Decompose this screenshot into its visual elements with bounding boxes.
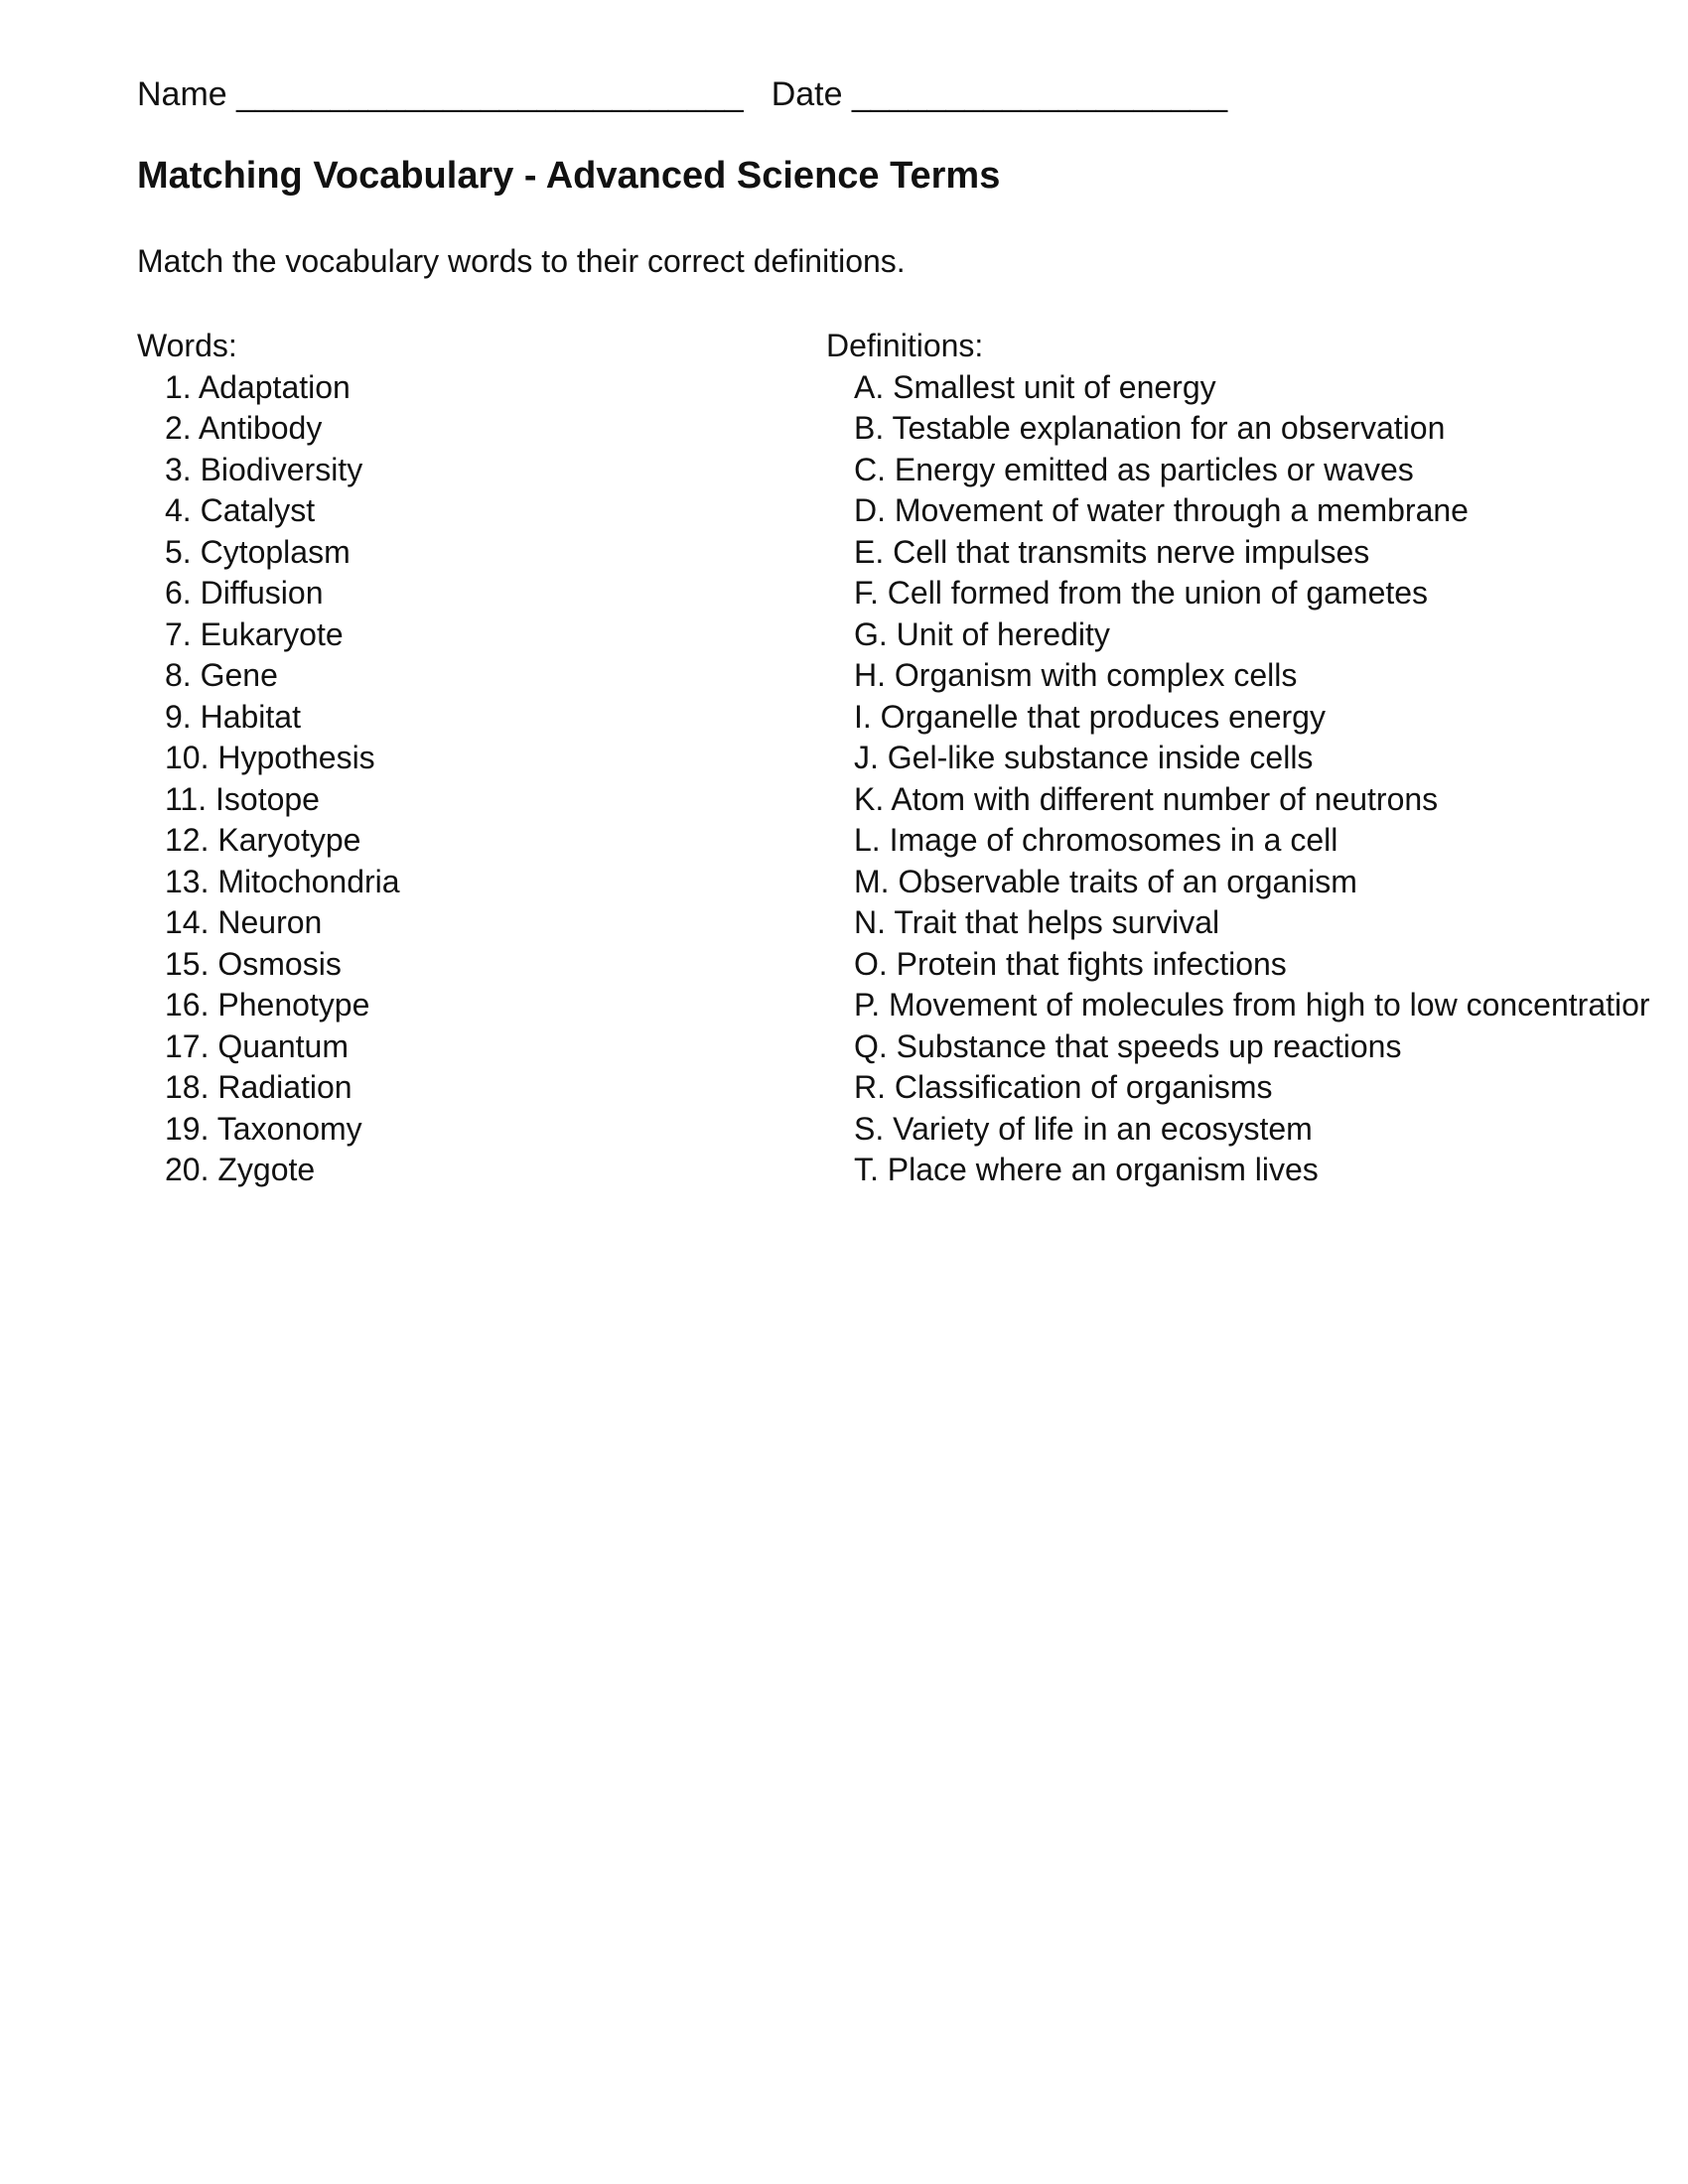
definition-item: G. Unit of heredity [854, 615, 1110, 652]
word-item: 5. Cytoplasm [165, 533, 351, 570]
word-item: 20. Zygote [165, 1152, 316, 1187]
word-item: 17. Quantum [165, 1027, 349, 1064]
definition-item: S. Variety of life in an ecosystem [854, 1110, 1313, 1147]
word-item: 14. Neuron [165, 904, 323, 940]
word-item: 18. Radiation [165, 1069, 352, 1105]
instructions: Match the vocabulary words to their correct definitions. [137, 243, 906, 279]
definition-item: J. Gel-like substance inside cells [854, 740, 1314, 775]
worksheet-title: Matching Vocabulary - Advanced Science Terms [137, 155, 1001, 197]
definition-item: E. Cell that transmits nerve impulses [854, 533, 1370, 570]
word-item: 15. Osmosis [165, 945, 342, 982]
word-item: 10. Hypothesis [165, 740, 375, 775]
definitions-heading: Definitions: [826, 328, 984, 363]
definition-item: D. Movement of water through a membrane [854, 492, 1469, 528]
word-item: 13. Mitochondria [165, 863, 400, 899]
definition-item: R. Classification of organisms [854, 1069, 1273, 1105]
word-item: 8. Gene [165, 657, 278, 693]
definitions-column [826, 326, 1688, 1191]
word-item: 9. Habitat [165, 698, 301, 735]
header-line [137, 75, 1227, 114]
word-item: 19. Taxonomy [165, 1110, 362, 1147]
definition-item: F. Cell formed from the union of gametes [854, 575, 1429, 611]
words-heading: Words: [137, 328, 237, 363]
words-column [137, 326, 782, 1191]
word-item: 3. Biodiversity [165, 451, 363, 487]
definition-item: P. Movement of molecules from high to low concentratior [854, 987, 1650, 1023]
word-item: 2. Antibody [165, 410, 323, 446]
word-item: 16. Phenotype [165, 987, 370, 1023]
definition-item: B. Testable explanation for an observation [854, 410, 1446, 446]
name-field[interactable]: Name ___________________________ [137, 75, 744, 113]
definition-item: L. Image of chromosomes in a cell [854, 822, 1338, 858]
definitions-list [826, 367, 1688, 1191]
word-item: 7. Eukaryote [165, 615, 344, 652]
definition-item: M. Observable traits of an organism [854, 863, 1357, 899]
definition-item: A. Smallest unit of energy [854, 368, 1216, 405]
date-field[interactable]: Date ____________________ [771, 75, 1228, 113]
words-list [137, 367, 782, 1191]
definition-item: T. Place where an organism lives [854, 1152, 1319, 1187]
definition-item: H. Organism with complex cells [854, 657, 1298, 693]
word-item: 1. Adaptation [165, 368, 351, 405]
definition-item: N. Trait that helps survival [854, 904, 1220, 940]
definition-item: O. Protein that fights infections [854, 945, 1287, 982]
word-item: 11. Isotope [165, 780, 320, 817]
definition-item: Q. Substance that speeds up reactions [854, 1027, 1402, 1064]
definition-item: K. Atom with different number of neutrons [854, 780, 1439, 817]
definition-item: C. Energy emitted as particles or waves [854, 451, 1414, 487]
word-item: 6. Diffusion [165, 575, 324, 611]
word-item: 4. Catalyst [165, 492, 316, 528]
word-item: 12. Karyotype [165, 822, 361, 858]
definition-item: I. Organelle that produces energy [854, 698, 1326, 735]
